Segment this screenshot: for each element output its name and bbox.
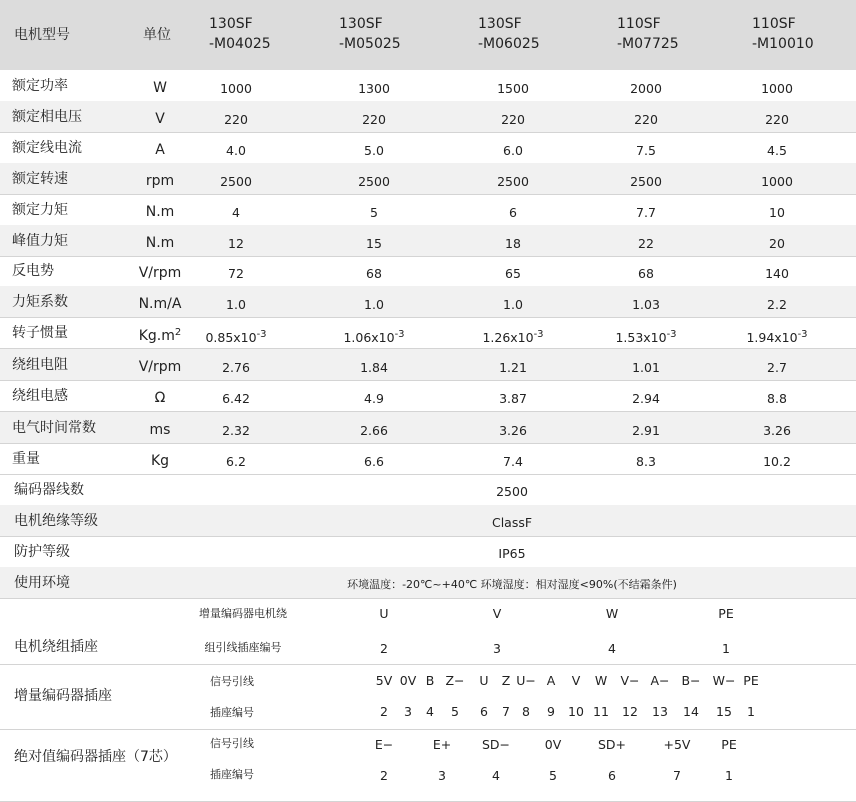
inc-encoder-pin: 4 [426,704,434,719]
inc-encoder-signal: V [571,673,581,688]
span-row-value: 环境温度：-20℃~+40℃ 环境湿度：相对湿度<90%(不结霜条件) [347,578,677,591]
row-stripe [0,286,856,317]
abs-encoder-signal: E− [374,737,394,752]
row-value: 2.94 [632,391,660,406]
span-row-label: 编码器线数 [14,482,84,498]
row-value: 2.32 [222,423,250,438]
row-label: 额定转速 [12,171,68,187]
abs-encoder-pin: 2 [380,768,388,783]
row-value: 5.0 [364,143,384,158]
abs-encoder-signal: 0V [544,737,562,752]
row-value: 8.3 [636,454,656,469]
inc-encoder-signal: B− [681,673,701,688]
row-value: 18 [505,236,521,251]
row-value: 1.01 [632,360,660,375]
row-unit: V [155,111,165,127]
row-value: 7.5 [636,143,656,158]
row-label: 峰值力矩 [12,233,68,249]
inc-encoder-sub1: 信号引线 [210,675,254,688]
inc-encoder-label: 增量编码器插座 [14,688,112,704]
abs-encoder-pin: 3 [438,768,446,783]
row-value: 7.7 [636,205,656,220]
row-value: 2.7 [767,360,787,375]
row-value: 12 [228,236,244,251]
row-value: 1.03 [632,297,660,312]
abs-encoder-signal: SD+ [597,737,627,752]
row-value: 6.2 [226,454,246,469]
row-unit: rpm [145,173,175,189]
inc-encoder-pin: 2 [380,704,388,719]
span-row-label: 电机绝缘等级 [14,513,98,529]
row-unit: N.m [145,235,175,251]
row-unit: ms [149,422,171,438]
row-value: 8.8 [767,391,787,406]
inc-encoder-signal: A [546,673,556,688]
inc-encoder-pin: 1 [747,704,755,719]
span-row-label: 防护等级 [14,544,70,560]
inc-encoder-pin: 14 [683,704,699,719]
model-name-line2: -M05025 [339,36,401,52]
row-value: 2500 [630,174,662,189]
model-name-line1: 130SF [478,16,522,32]
row-value: 1.0 [503,297,523,312]
row-label: 反电势 [12,263,54,279]
row-value: 1.84 [360,360,388,375]
row-label: 额定力矩 [12,202,68,218]
model-name-line2: -M04025 [209,36,271,52]
winding-label: 电机绕组插座 [14,639,98,655]
abs-encoder-signal: PE [721,737,737,752]
row-value: 68 [366,266,382,281]
inc-encoder-signal: U− [516,673,536,688]
row-unit: W [153,80,167,96]
row-divider [0,443,856,444]
model-name-line1: 110SF [752,16,796,32]
row-value: 1.21 [499,360,527,375]
model-name-line1: 130SF [209,16,253,32]
row-value: 6.42 [222,391,250,406]
row-value: 220 [224,112,248,127]
model-name-line1: 130SF [339,16,383,32]
row-value: 220 [634,112,658,127]
row-value: 4.0 [226,143,246,158]
winding-signal: V [492,606,502,621]
row-value: 2.66 [360,423,388,438]
inc-encoder-signal: W [594,673,608,688]
inc-encoder-signal: PE [743,673,759,688]
winding-signal: U [379,606,389,621]
row-value: $1.53x10^{-3}$ [615,329,677,345]
abs-encoder-sub2: 插座编号 [210,768,254,781]
row-value: 2.76 [222,360,250,375]
model-name-line2: -M10010 [752,36,814,52]
row-label: 力矩系数 [12,294,68,310]
inc-encoder-signal: 0V [399,673,417,688]
row-value: 1500 [497,81,529,96]
row-label: 额定线电流 [12,140,82,156]
row-value: 10.2 [763,454,791,469]
row-stripe [0,412,856,443]
row-value: 3.26 [763,423,791,438]
abs-encoder-signal: +5V [663,737,691,752]
abs-encoder-pin: 1 [725,768,733,783]
row-divider [0,317,856,318]
span-row-value: 2500 [496,484,528,499]
inc-encoder-pin: 6 [480,704,488,719]
group-divider [0,729,856,730]
row-label: 电气时间常数 [12,420,96,436]
winding-pin: 4 [608,641,616,656]
model-name-line2: -M07725 [617,36,679,52]
inc-encoder-pin: 7 [502,704,510,719]
row-value: 3.87 [499,391,527,406]
row-value: 220 [765,112,789,127]
row-value: $1.26x10^{-3}$ [482,329,544,345]
abs-encoder-pin: 4 [492,768,500,783]
row-value: 2.2 [767,297,787,312]
inc-encoder-pin: 8 [522,704,530,719]
row-value: 5 [370,205,378,220]
inc-encoder-pin: 10 [568,704,584,719]
row-divider [0,536,856,537]
inc-encoder-signal: A− [650,673,670,688]
unit-header-label: 单位 [143,27,171,43]
inc-encoder-pin: 9 [547,704,555,719]
row-value: 1.0 [364,297,384,312]
row-value: 4.9 [364,391,384,406]
inc-encoder-pin: 3 [404,704,412,719]
row-value: 72 [228,266,244,281]
inc-encoder-signal: B [425,673,435,688]
span-row-value: ClassF [491,515,533,530]
inc-encoder-pin: 12 [622,704,638,719]
inc-encoder-signal: U [479,673,489,688]
row-value: 2500 [358,174,390,189]
row-divider [0,132,856,133]
inc-encoder-pin: 11 [593,704,609,719]
row-value: 6.0 [503,143,523,158]
row-value: 2500 [220,174,252,189]
row-value: 1.0 [226,297,246,312]
abs-encoder-pin: 6 [608,768,616,783]
model-header-label: 电机型号 [14,27,70,43]
row-divider [0,256,856,257]
row-value: $1.94x10^{-3}$ [746,329,808,345]
row-value: 220 [362,112,386,127]
inc-encoder-signal: Z− [445,673,465,688]
row-label: 额定相电压 [12,109,82,125]
inc-encoder-pin: 13 [652,704,668,719]
inc-encoder-pin: 5 [451,704,459,719]
row-value: 2500 [497,174,529,189]
winding-signal: PE [718,606,734,621]
row-divider [0,598,856,599]
abs-encoder-signal: SD− [481,737,511,752]
abs-encoder-label: 绝对值编码器插座（7芯） [14,749,177,765]
row-unit: N.m/A [138,296,182,312]
row-label: 转子惯量 [12,325,68,341]
row-value: 2000 [630,81,662,96]
inc-encoder-pin: 15 [716,704,732,719]
row-value: 10 [769,205,785,220]
abs-encoder-signal: E+ [432,737,452,752]
row-value: $1.06x10^{-3}$ [343,329,405,345]
row-stripe [0,505,856,536]
abs-encoder-pin: 7 [673,768,681,783]
row-label: 绕组电阻 [12,357,68,373]
row-value: $0.85x10^{-3}$ [205,329,267,345]
row-value: 4 [232,205,240,220]
row-divider [0,194,856,195]
row-unit: N.m [145,204,175,220]
row-value: 68 [638,266,654,281]
winding-sub1: 增量编码器电机绕 [199,607,287,620]
inc-encoder-sub2: 插座编号 [210,706,254,719]
abs-encoder-pin: 5 [549,768,557,783]
row-value: 140 [765,266,789,281]
row-value: 3.26 [499,423,527,438]
inc-encoder-signal: 5V [375,673,393,688]
row-label: 额定功率 [12,78,68,94]
row-divider [0,380,856,381]
row-label: 重量 [12,451,40,467]
winding-pin: 1 [722,641,730,656]
row-unit: V/rpm [138,359,182,375]
row-stripe [0,349,856,380]
row-value: 6 [509,205,517,220]
span-row-value: IP65 [498,546,526,561]
row-value: 1000 [761,81,793,96]
row-value: 20 [769,236,785,251]
span-row-label: 使用环境 [14,575,70,591]
row-value: 220 [501,112,525,127]
row-value: 65 [505,266,521,281]
winding-pin: 3 [493,641,501,656]
row-unit: $Kg.m^2$ [138,327,182,344]
row-divider [0,474,856,475]
row-stripe [0,101,856,132]
abs-encoder-sub1: 信号引线 [210,737,254,750]
row-stripe [0,225,856,256]
row-value: 7.4 [503,454,523,469]
row-value: 2.91 [632,423,660,438]
row-unit: Kg [150,453,170,469]
row-label: 绕组电感 [12,388,68,404]
table-header [0,0,856,70]
model-name-line2: -M06025 [478,36,540,52]
row-value: 6.6 [364,454,384,469]
inc-encoder-signal: W− [712,673,736,688]
winding-signal: W [605,606,619,621]
group-divider [0,664,856,665]
winding-pin: 2 [380,641,388,656]
row-stripe [0,163,856,194]
inc-encoder-signal: Z [501,673,511,688]
row-value: 15 [366,236,382,251]
row-unit: A [155,142,165,158]
row-value: 22 [638,236,654,251]
row-value: 1000 [220,81,252,96]
inc-encoder-signal: V− [620,673,640,688]
model-name-line1: 110SF [617,16,661,32]
row-unit: Ω [154,390,166,406]
row-value: 1300 [358,81,390,96]
row-value: 1000 [761,174,793,189]
row-value: 4.5 [767,143,787,158]
row-unit: V/rpm [138,265,182,281]
winding-sub2: 组引线插座编号 [204,641,282,654]
